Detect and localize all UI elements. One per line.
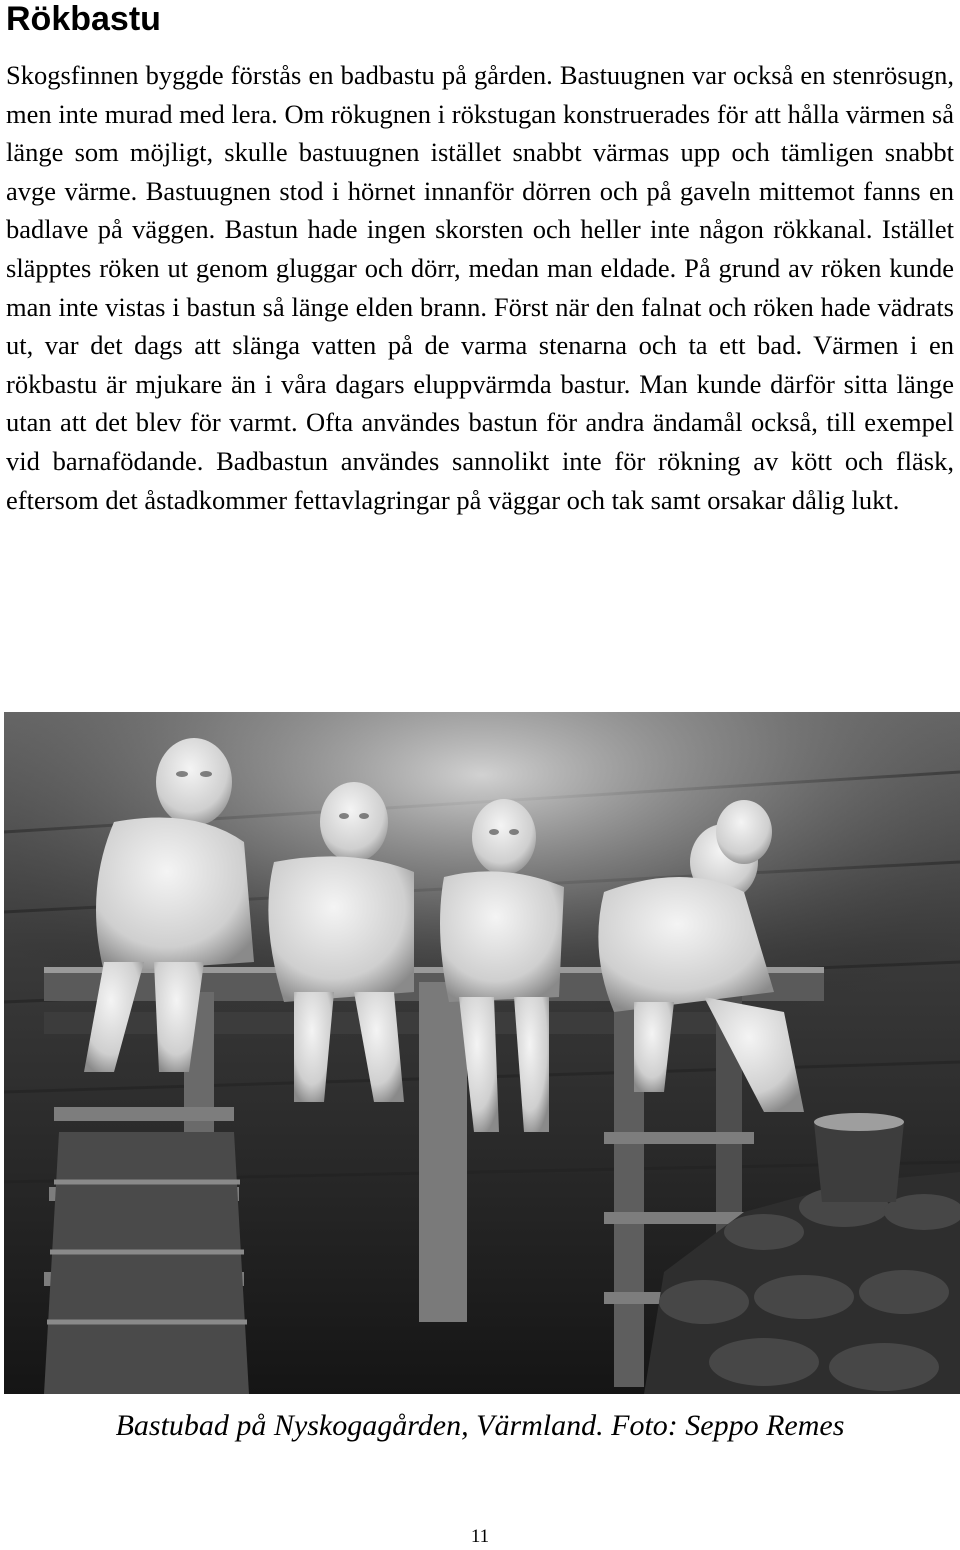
photo-illustration	[4, 712, 960, 1394]
sauna-photograph	[4, 712, 960, 1394]
photo-caption: Bastubad på Nyskogagården, Värmland. Foto: Seppo Remes	[115, 1409, 845, 1442]
page-title: Rökbastu	[6, 0, 161, 38]
body-paragraph: Skogsfinnen byggde förstås en badbastu på gården. Bastuugnen var också en stenrösugn, men inte murad med lera. Om rökugnen i rökstugan konstruerades för att hålla värmen så länge som möjligt, skulle bastuugnen istället snabbt värmas upp och tämligen snabbt avge värme. Bastuugnen stod i hörnet innanför dörren och på gaveln mittemot fanns en badlave på väggen. Bastun hade ingen skorsten och heller inte någon rökkanal. Istället släpptes röken ut genom gluggar och dörr, medan man eldade. På grund av röken kunde man inte vistas i bastun så länge elden brann. Först när den falnat och röken hade vädrats ut, var det dags att slänga vatten på de varma stenarna och ta ett bad. Värmen i en rökbastu är mjukare än i våra dagars eluppvärmda bastur. Man kunde därför sitta länge utan att det blev för varmt. Ofta användes bastun för andra ändamål också, till exempel vid barnafödande. Badbastun användes sannolikt inte för rökning av kött och fläsk, eftersom det åstadkommer fettavlagringar på väggar och tak samt orsakar dålig lukt.	[6, 60, 954, 515]
page-number: 11	[470, 1526, 490, 1547]
